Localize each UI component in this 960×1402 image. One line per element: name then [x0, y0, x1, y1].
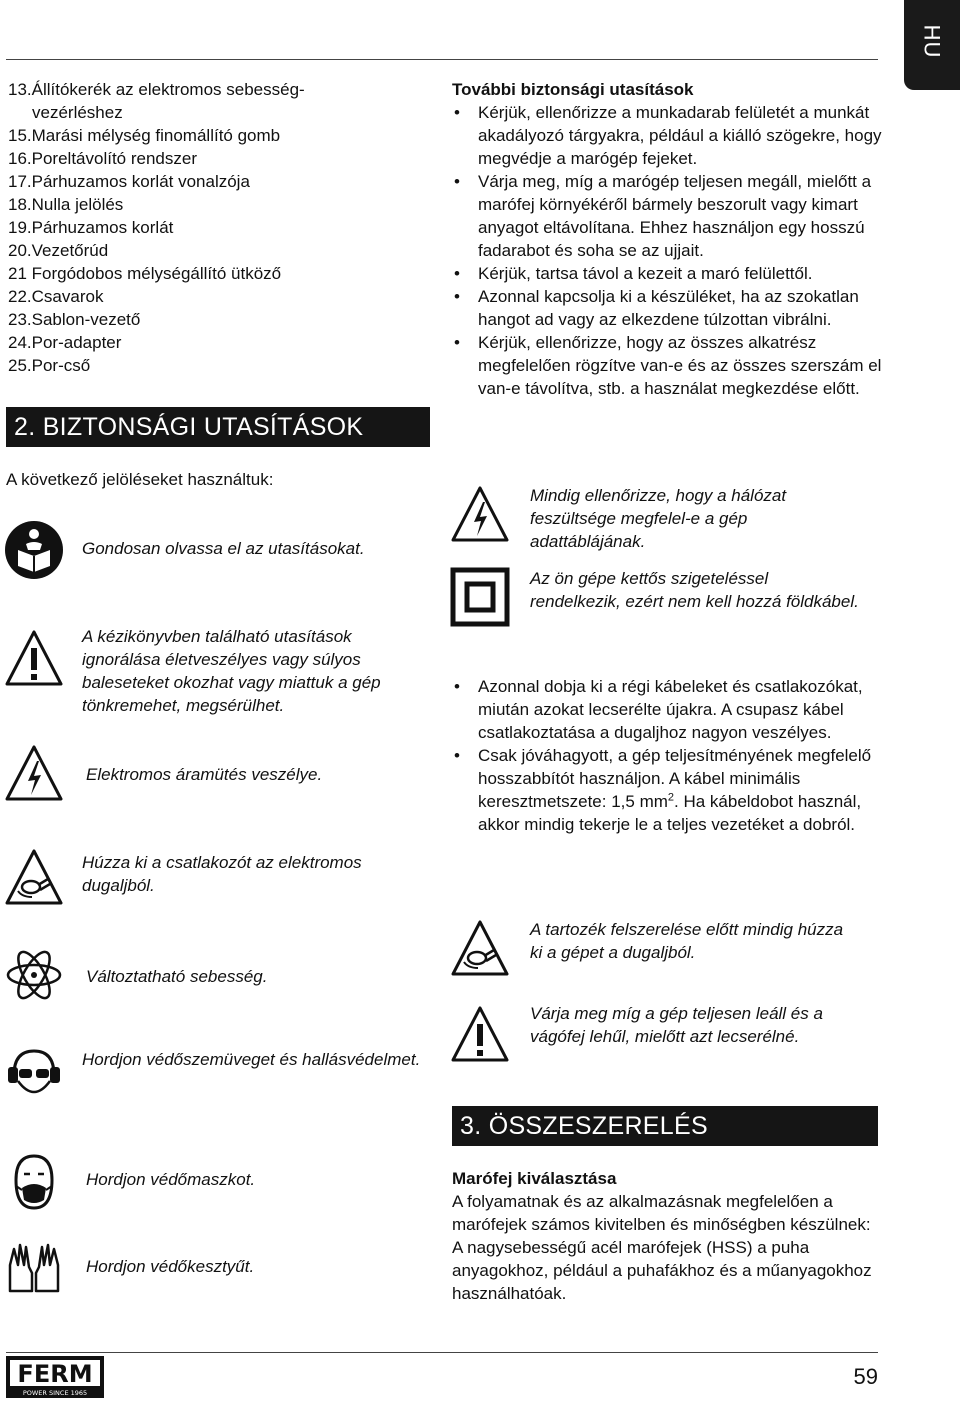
dust-mask-icon	[4, 1152, 64, 1212]
list-item-continuation: vezérléshez	[32, 103, 123, 122]
list-item: 21 Forgódobos mélységállító ütköző	[8, 264, 282, 283]
list-item: 24.Por-adapter	[8, 333, 122, 352]
cable-list	[452, 675, 882, 836]
paragraph: A folyamatnak és az alkalmazásnak megfelelően a marófejek számos kivitelben és minőségben készülnek:	[452, 1192, 871, 1234]
eye-ear-protection-icon	[4, 1045, 64, 1105]
symbol-row	[0, 520, 440, 590]
paragraph: A nagysebességű acél marófejek (HSS) a puha anyagokhoz, például a puhafákhoz és a műanyagokhoz használhatóak.	[452, 1238, 872, 1303]
symbol-text: A kézikönyvben található utasítások ignorálása életveszélyes vagy súlyos baleseteket okozhat vagy miattuk a gép tönkremehet, megsérülhet.	[82, 627, 381, 715]
list-item: 17.Párhuzamos korlát vonalzója	[8, 172, 250, 191]
list-item: • Kérjük, tartsa távol a kezeit a maró felülettől.	[452, 262, 882, 285]
further-safety-list	[452, 101, 882, 400]
parts-list	[8, 78, 428, 377]
further-safety-section	[452, 78, 882, 400]
svg-text:FERM: FERM	[17, 1360, 93, 1388]
header-rule	[6, 59, 878, 60]
warning-icon	[4, 628, 64, 688]
list-item: • Kérjük, ellenőrizze, hogy az összes alkatrész megfelelően rögzítve van-e és az összes szerszám el van-e távolítva, stb. a használat megkezdése előtt.	[452, 331, 882, 400]
note-text: Az ön gépe kettős szigeteléssel rendelkezik, ezért nem kell hozzá földkábel.	[530, 569, 859, 611]
warning-icon	[450, 1004, 510, 1064]
list-item: 22.Csavarok	[8, 287, 104, 306]
page-number: 59	[853, 1364, 878, 1389]
note-text: A tartozék felszerelése előtt mindig húzza ki a gépet a dugaljból.	[530, 920, 844, 962]
cable-section	[452, 675, 882, 836]
symbol-text: Elektromos áramütés veszélye.	[86, 765, 323, 784]
svg-text:POWER SINCE 1965: POWER SINCE 1965	[22, 1389, 88, 1397]
symbol-text: Hordjon védőkesztyűt.	[86, 1257, 255, 1276]
unplug-icon	[450, 918, 510, 978]
read-manual-icon	[4, 520, 64, 580]
symbol-row	[0, 1152, 440, 1218]
symbol-text: Hordjon védőszemüveget és hallásvédelmet.	[82, 1050, 421, 1069]
footer-rule	[6, 1352, 878, 1353]
symbol-text: Húzza ki a csatlakozót az elektromos dugaljból.	[82, 853, 362, 895]
language-tab	[904, 0, 960, 90]
list-item: 16.Poreltávolító rendszer	[8, 149, 198, 168]
electric-shock-icon	[450, 484, 510, 544]
symbol-text: Gondosan olvassa el az utasításokat.	[82, 539, 365, 558]
gloves-icon	[4, 1237, 64, 1297]
symbol-row	[0, 743, 440, 807]
list-item: 25.Por-cső	[8, 356, 91, 375]
section-heading: 3. ÖSSZESZERELÉS	[452, 1106, 878, 1146]
symbol-row	[448, 916, 888, 988]
symbol-row	[0, 620, 440, 720]
list-item: 20.Vezetőrúd	[8, 241, 109, 260]
symbol-text: Hordjon védőmaszkot.	[86, 1170, 256, 1189]
list-item: 19.Párhuzamos korlát	[8, 218, 174, 237]
note-text: Várja meg míg a gép teljesen leáll és a vágófej lehűl, mielőtt azt lecserélné.	[530, 1004, 823, 1046]
list-item: 18.Nulla jelölés	[8, 195, 124, 214]
note-text: Mindig ellenőrizze, hogy a hálózat feszültsége megfelel-e a gép adattáblájának.	[530, 486, 787, 551]
list-item: • Csak jóváhagyott, a gép teljesítményének megfelelő hosszabbítót használjon. A kábel minimális keresztmetszete: 1,5 $mm^2$. Ha kábeldobot használ, akkor mindig tekerje le a teljes vezetéket a dobról.	[452, 744, 882, 836]
list-item: • Várja meg, míg a marógép teljesen megáll, mielőtt a marófej környékéről bármely beszorult vagy kimart anyagot eltávolítana. Ehhez használjon egy hosszú fadarabot és soha se az ujjait.	[452, 170, 882, 262]
list-item: • Azonnal kapcsolja ki a készüléket, ha az szokatlan hangot ad vagy az elkezdene túlzottan vibrálni.	[452, 285, 882, 331]
symbol-text: Változtatható sebesség.	[86, 967, 268, 986]
symbol-row	[0, 1043, 440, 1109]
bit-selection-section	[452, 1167, 882, 1305]
intro-text: A következő jelöléseket használtuk:	[6, 470, 274, 489]
symbol-row	[448, 565, 888, 637]
double-insulation-icon	[450, 567, 510, 627]
list-item: • Azonnal dobja ki a régi kábeleket és csatlakozókat, miután azokat lecserélte újakra. A csupasz kábel csatlakoztatása a dugaljhoz nagyon veszélyes.	[452, 675, 882, 744]
symbol-row	[448, 482, 888, 554]
list-item: 23.Sablon-vezető	[8, 310, 141, 329]
variable-speed-icon	[4, 945, 64, 1005]
list-item: 13.Állítókerék az elektromos sebesség-	[8, 80, 305, 99]
symbol-row	[448, 1000, 888, 1072]
section-heading: 2. BIZTONSÁGI UTASÍTÁSOK	[6, 407, 430, 447]
symbol-row	[0, 945, 440, 1007]
list-item: 15.Marási mélység finomállító gomb	[8, 126, 281, 145]
symbol-row	[0, 845, 440, 911]
symbol-row	[0, 1235, 440, 1301]
list-item: • Kérjük, ellenőrizze a munkadarab felületét a munkát akadályozó tárgyakra, például a kiálló szögekre, hogy megvédje a marógép fejeket.	[452, 101, 882, 170]
subsection-title: További biztonsági utasítások	[452, 80, 694, 99]
subsection-title: Marófej kiválasztása	[452, 1169, 617, 1188]
ferm-logo	[6, 1356, 104, 1398]
language-label: HU	[919, 24, 945, 59]
electric-shock-icon	[4, 743, 64, 803]
unplug-icon	[4, 847, 64, 907]
